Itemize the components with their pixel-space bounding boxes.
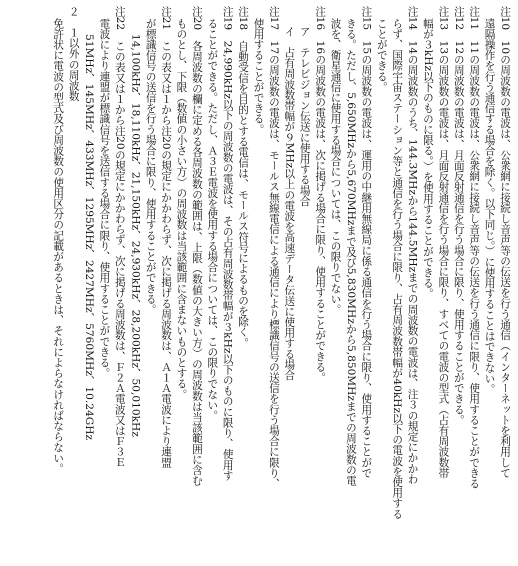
- note-10-line-2: 遠隔操作を行う通信する場合を除く。以下同じ。）に使用することはできない。: [483, 18, 496, 395]
- note-21-line-1: 注21 この表又は１から注20の規定にかかわらず、次に掲げる周波数は、Ａ１Ａ電波により連盟: [160, 6, 173, 468]
- note-19-line-1: 注19 24,990kHz以下の周波数の電波は、その占有周波数帯幅が３kHz以下のものに限り、使用す: [221, 6, 234, 481]
- note-15-line-2: きる。ただし、5,650MHzから5,670MHzまで及び5,830MHzから5,850MHzまでの周波数の電: [344, 18, 357, 486]
- section-2-heading: ２ １以外の周波数: [67, 6, 80, 102]
- note-17-line-1: 注17 17の周波数の電波は、モールス無線電信による通信により標識信号の送信を行う場合に限り、: [267, 6, 280, 489]
- note-15-line-3: 波を、衛星通信に使用する場合については、この限りでない。: [329, 18, 342, 315]
- note-22-line-2: 電波により連盟が標識信号を送信する場合に限り、使用することができる。: [98, 18, 111, 379]
- note-14-line-3: ことができる。: [375, 18, 388, 93]
- note-11-line: 注11 11の周波数の電波は、公衆網に接続し音声等の伝送を行う通信に限り、使用することができる: [468, 6, 481, 489]
- note-21-frequencies: 14,100kHz、18,110kHz、21,150kHz、24,930kHz、28,200kHz、50,010kHz: [129, 34, 142, 437]
- note-12-line: 注12 12の周波数の電波は、月面反射通信を行う場合に限り、使用することができる。: [452, 6, 465, 426]
- note-22-frequencies: 51MHz、145MHz、433MHz、1295MHz、2427MHz、5760MHz、10.24GHz: [83, 34, 96, 441]
- note-14-line-1: 注14 14の周波数のうち、144.3MHzから144.5MHzまでの周波数の電波は、注３の規定にかかわ: [406, 6, 419, 485]
- note-16-line: 注16 16の周波数の電波は、次に掲げる場合に限り、使用することができる。: [314, 6, 327, 383]
- note-17-line-2: 使用することができる。: [252, 18, 265, 135]
- note-16-item-i: イ 占有周波数帯幅が９MHz以上の電波を高速データ伝送に使用する場合: [283, 26, 296, 381]
- note-16-item-a: ア テレビジョン伝送に使用する場合: [298, 26, 311, 207]
- note-21-line-2: が標識信号の送信を行う場合に限り、使用することができる。: [144, 18, 157, 315]
- note-20-line-1: 注20 各周波数の欄に定める各周波数の範囲は、上限（数値の大きい方）の周波数は当該範囲に含む: [190, 6, 203, 486]
- note-13-line-1: 注13 13の周波数の電波は、月面反射通信を行う場合に限り、すべての電波の型式（占有周波数帯: [437, 6, 450, 479]
- note-19-line-2: ることができる。ただし、Ａ３Ｅ電波を使用する場合については、この限りでない。: [206, 18, 219, 421]
- note-22-line-1: 注22 この表又は１から注20の規定にかかわらず、次に掲げる周波数は、Ｆ２Ａ電波又はＦ３Ｅ: [113, 6, 126, 468]
- note-15-line-1: 注15 15の周波数の電波は、運用の中継用無線局に係る通信を行う場合に限り、使用することがで: [360, 6, 373, 479]
- note-14-line-2: らず、国際宇宙ステーション等と通信を行う場合に限り、占有周波数帯幅が40kHz以下の電波を使用する: [391, 18, 404, 520]
- note-10-line-1: 注10 10の周波数の電波は、公衆網に接続し音声等の伝送を行う通信（インターネットを利用して: [499, 6, 511, 479]
- note-18-line: 注18 自動受信を目的とする電信は、モールス符号によるものを除く。: [237, 6, 250, 349]
- note-13-line-2: 幅が３kHz以下のものに限る。）を使用することができる。: [421, 18, 434, 299]
- note-20-line-2: ものとし、下限（数値の小さい方）の周波数は当該範囲に含まないものとする。: [175, 18, 188, 400]
- section-2-body: 免許状に電波の型式及び周波数の使用区分の記載があるときは、それによらなければならない。: [52, 18, 65, 474]
